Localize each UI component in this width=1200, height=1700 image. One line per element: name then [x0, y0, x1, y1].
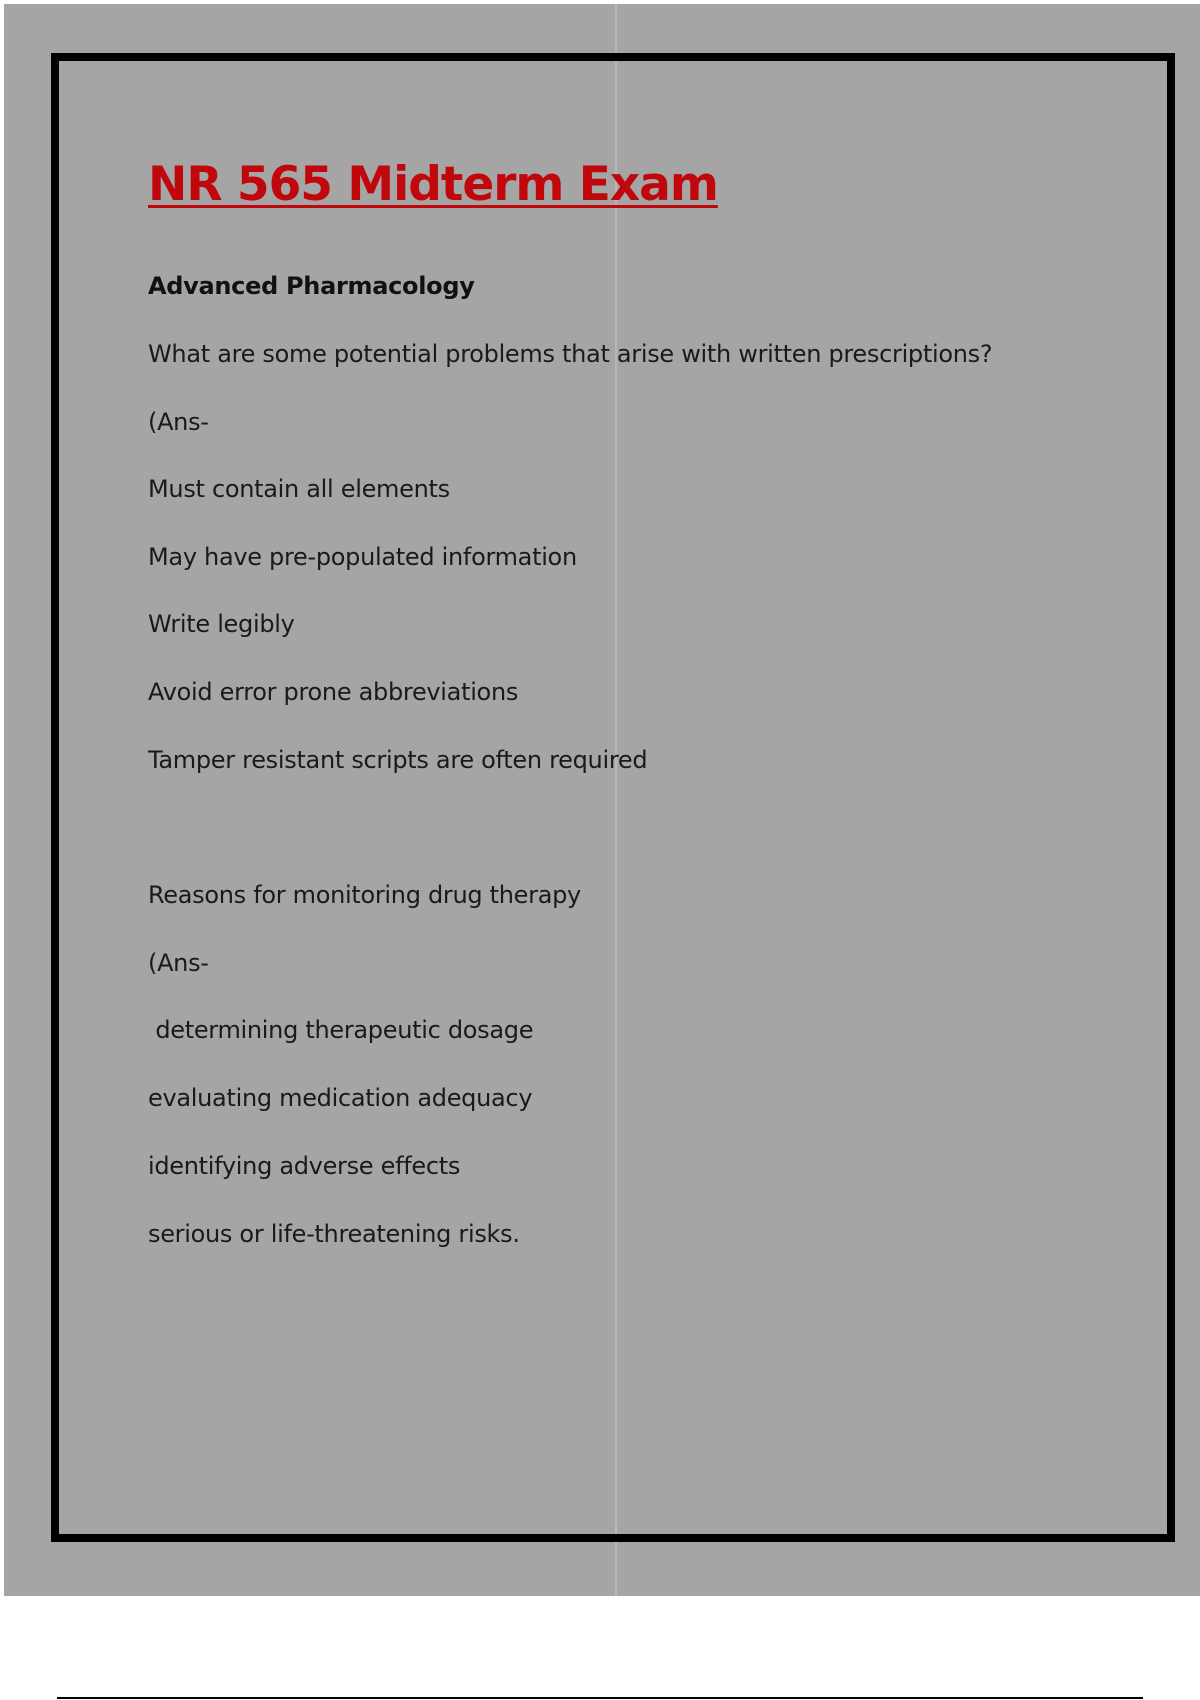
answer-2-prefix: (Ans- — [148, 949, 209, 977]
answer-1-item: Avoid error prone abbreviations — [148, 678, 519, 706]
document-subtitle: Advanced Pharmacology — [148, 272, 475, 300]
answer-2-item: identifying adverse effects — [148, 1152, 461, 1180]
answer-1-item: May have pre-populated information — [148, 543, 577, 571]
document-content — [148, 150, 1048, 1248]
question-2: Reasons for monitoring drug therapy — [148, 881, 581, 909]
answer-1-item: Must contain all elements — [148, 475, 450, 503]
footer-rule — [57, 1697, 1143, 1699]
answer-2-item: serious or life-threatening risks. — [148, 1220, 520, 1248]
answer-1-item: Write legibly — [148, 610, 295, 638]
document-title: NR 565 Midterm Exam — [148, 157, 718, 212]
answer-1-item: Tamper resistant scripts are often required — [148, 746, 648, 774]
answer-1-prefix: (Ans- — [148, 408, 209, 436]
question-1: What are some potential problems that arise with written prescriptions? — [148, 340, 993, 368]
answer-2-item: evaluating medication adequacy — [148, 1084, 533, 1112]
answer-2-item: determining therapeutic dosage — [148, 1016, 534, 1044]
